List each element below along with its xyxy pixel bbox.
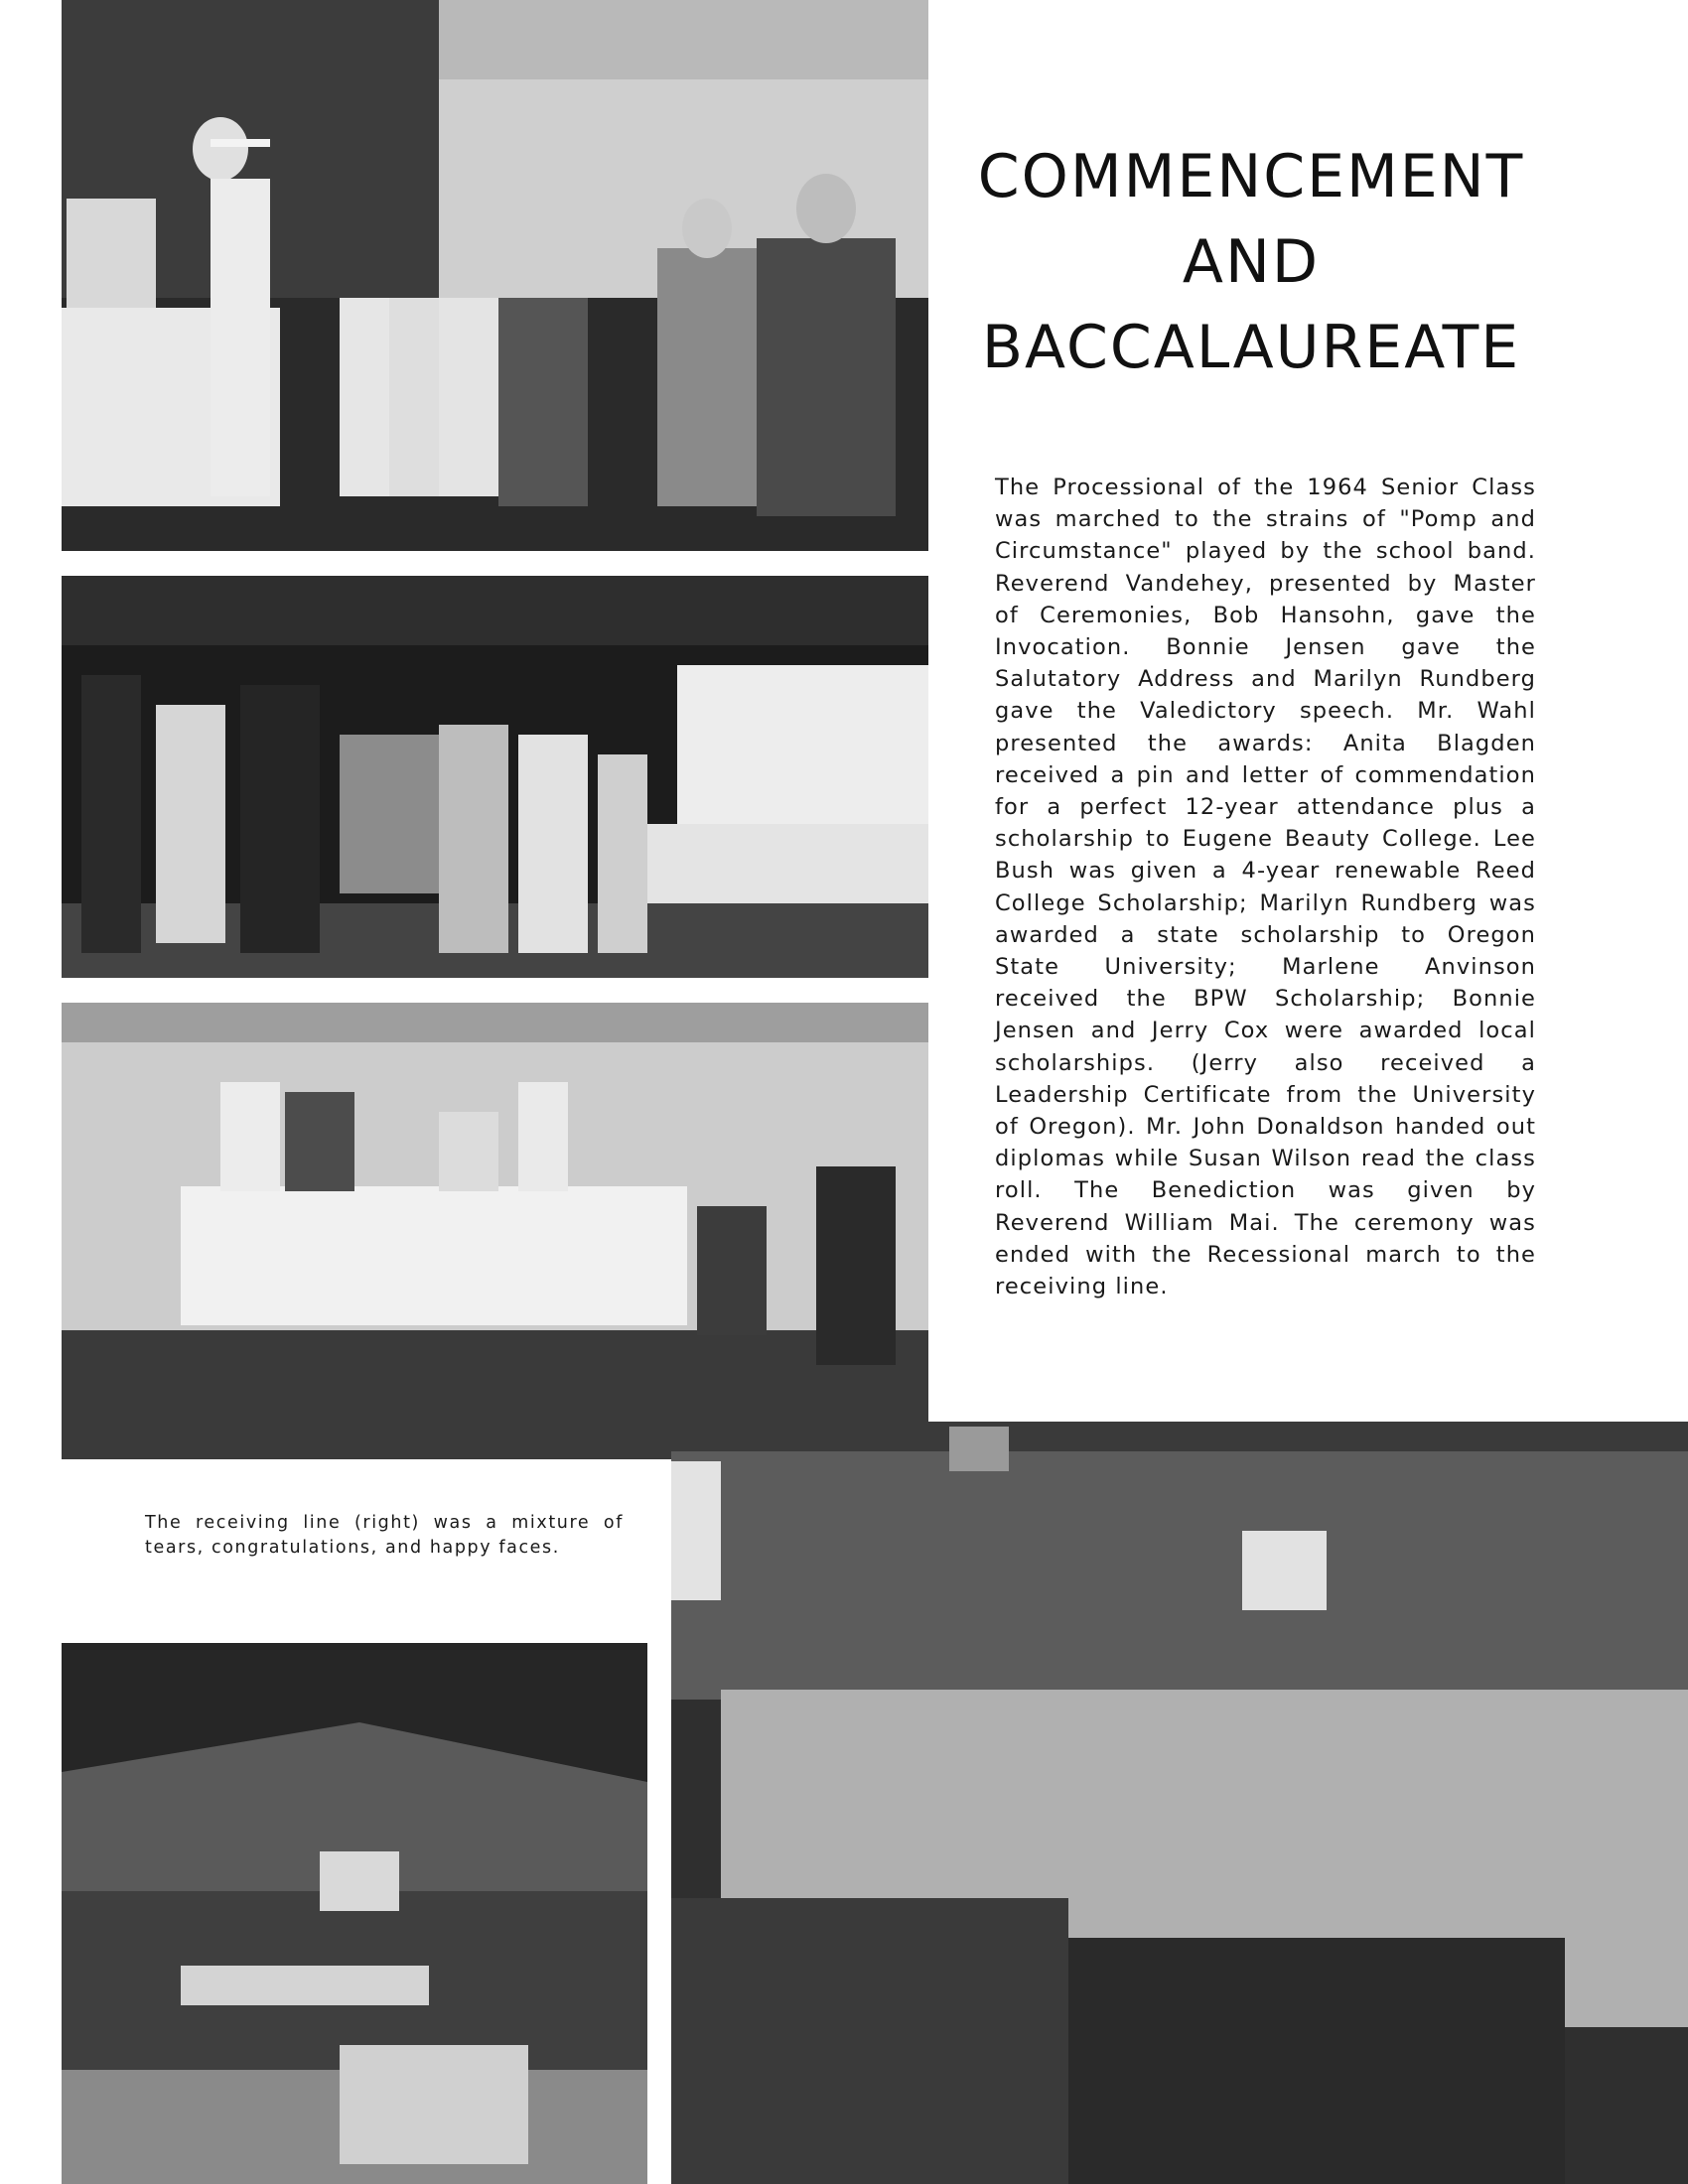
photo-speaker-podium: [62, 0, 928, 551]
photo-receiving-line: [671, 1422, 1688, 2184]
photo-gym-overview: [62, 1643, 647, 2184]
page-title: [953, 134, 1549, 390]
photo-processional: [62, 576, 928, 978]
title-line-2: AND: [1182, 227, 1321, 297]
photo-caption: The receiving line (right) was a mixture of tears, congratulations, and happy faces.: [145, 1513, 624, 1558]
photo-diploma-presentation: [62, 1003, 928, 1459]
article-body: The Processional of the 1964 Senior Class was marched to the strains of "Pomp and Circumstance" played by the school band. Reverend Vandehey, presented by Master of Ceremonies, Bob Hansohn, gave the Invocation. Bonnie Jensen gave the Salutatory Address and Marilyn Rundberg gave the Valedictory speech. Mr. Wahl presented the awards: Anita Blagden received a pin and letter of commendation for a perfect 12-year attendance plus a scholarship to Eugene Beauty College. Lee Bush was given a 4-year renewable Reed College Scholarship; Marilyn Rundberg was awarded a state scholarship to Oregon State University; Marlene Anvinson received the BPW Scholarship; Bonnie Jensen and Jerry Cox were awarded local scholarships. (Jerry also received a Leadership Certificate from the University of Oregon). Mr. John Donaldson handed out diplomas while Susan Wilson read the class roll. The Benediction was given by Reverend William Mai. The ceremony was ended with the Recessional march to the receiving line.: [995, 475, 1536, 1300]
title-line-1: COMMENCEMENT: [977, 142, 1525, 211]
title-line-3: BACCALAUREATE: [981, 313, 1521, 382]
